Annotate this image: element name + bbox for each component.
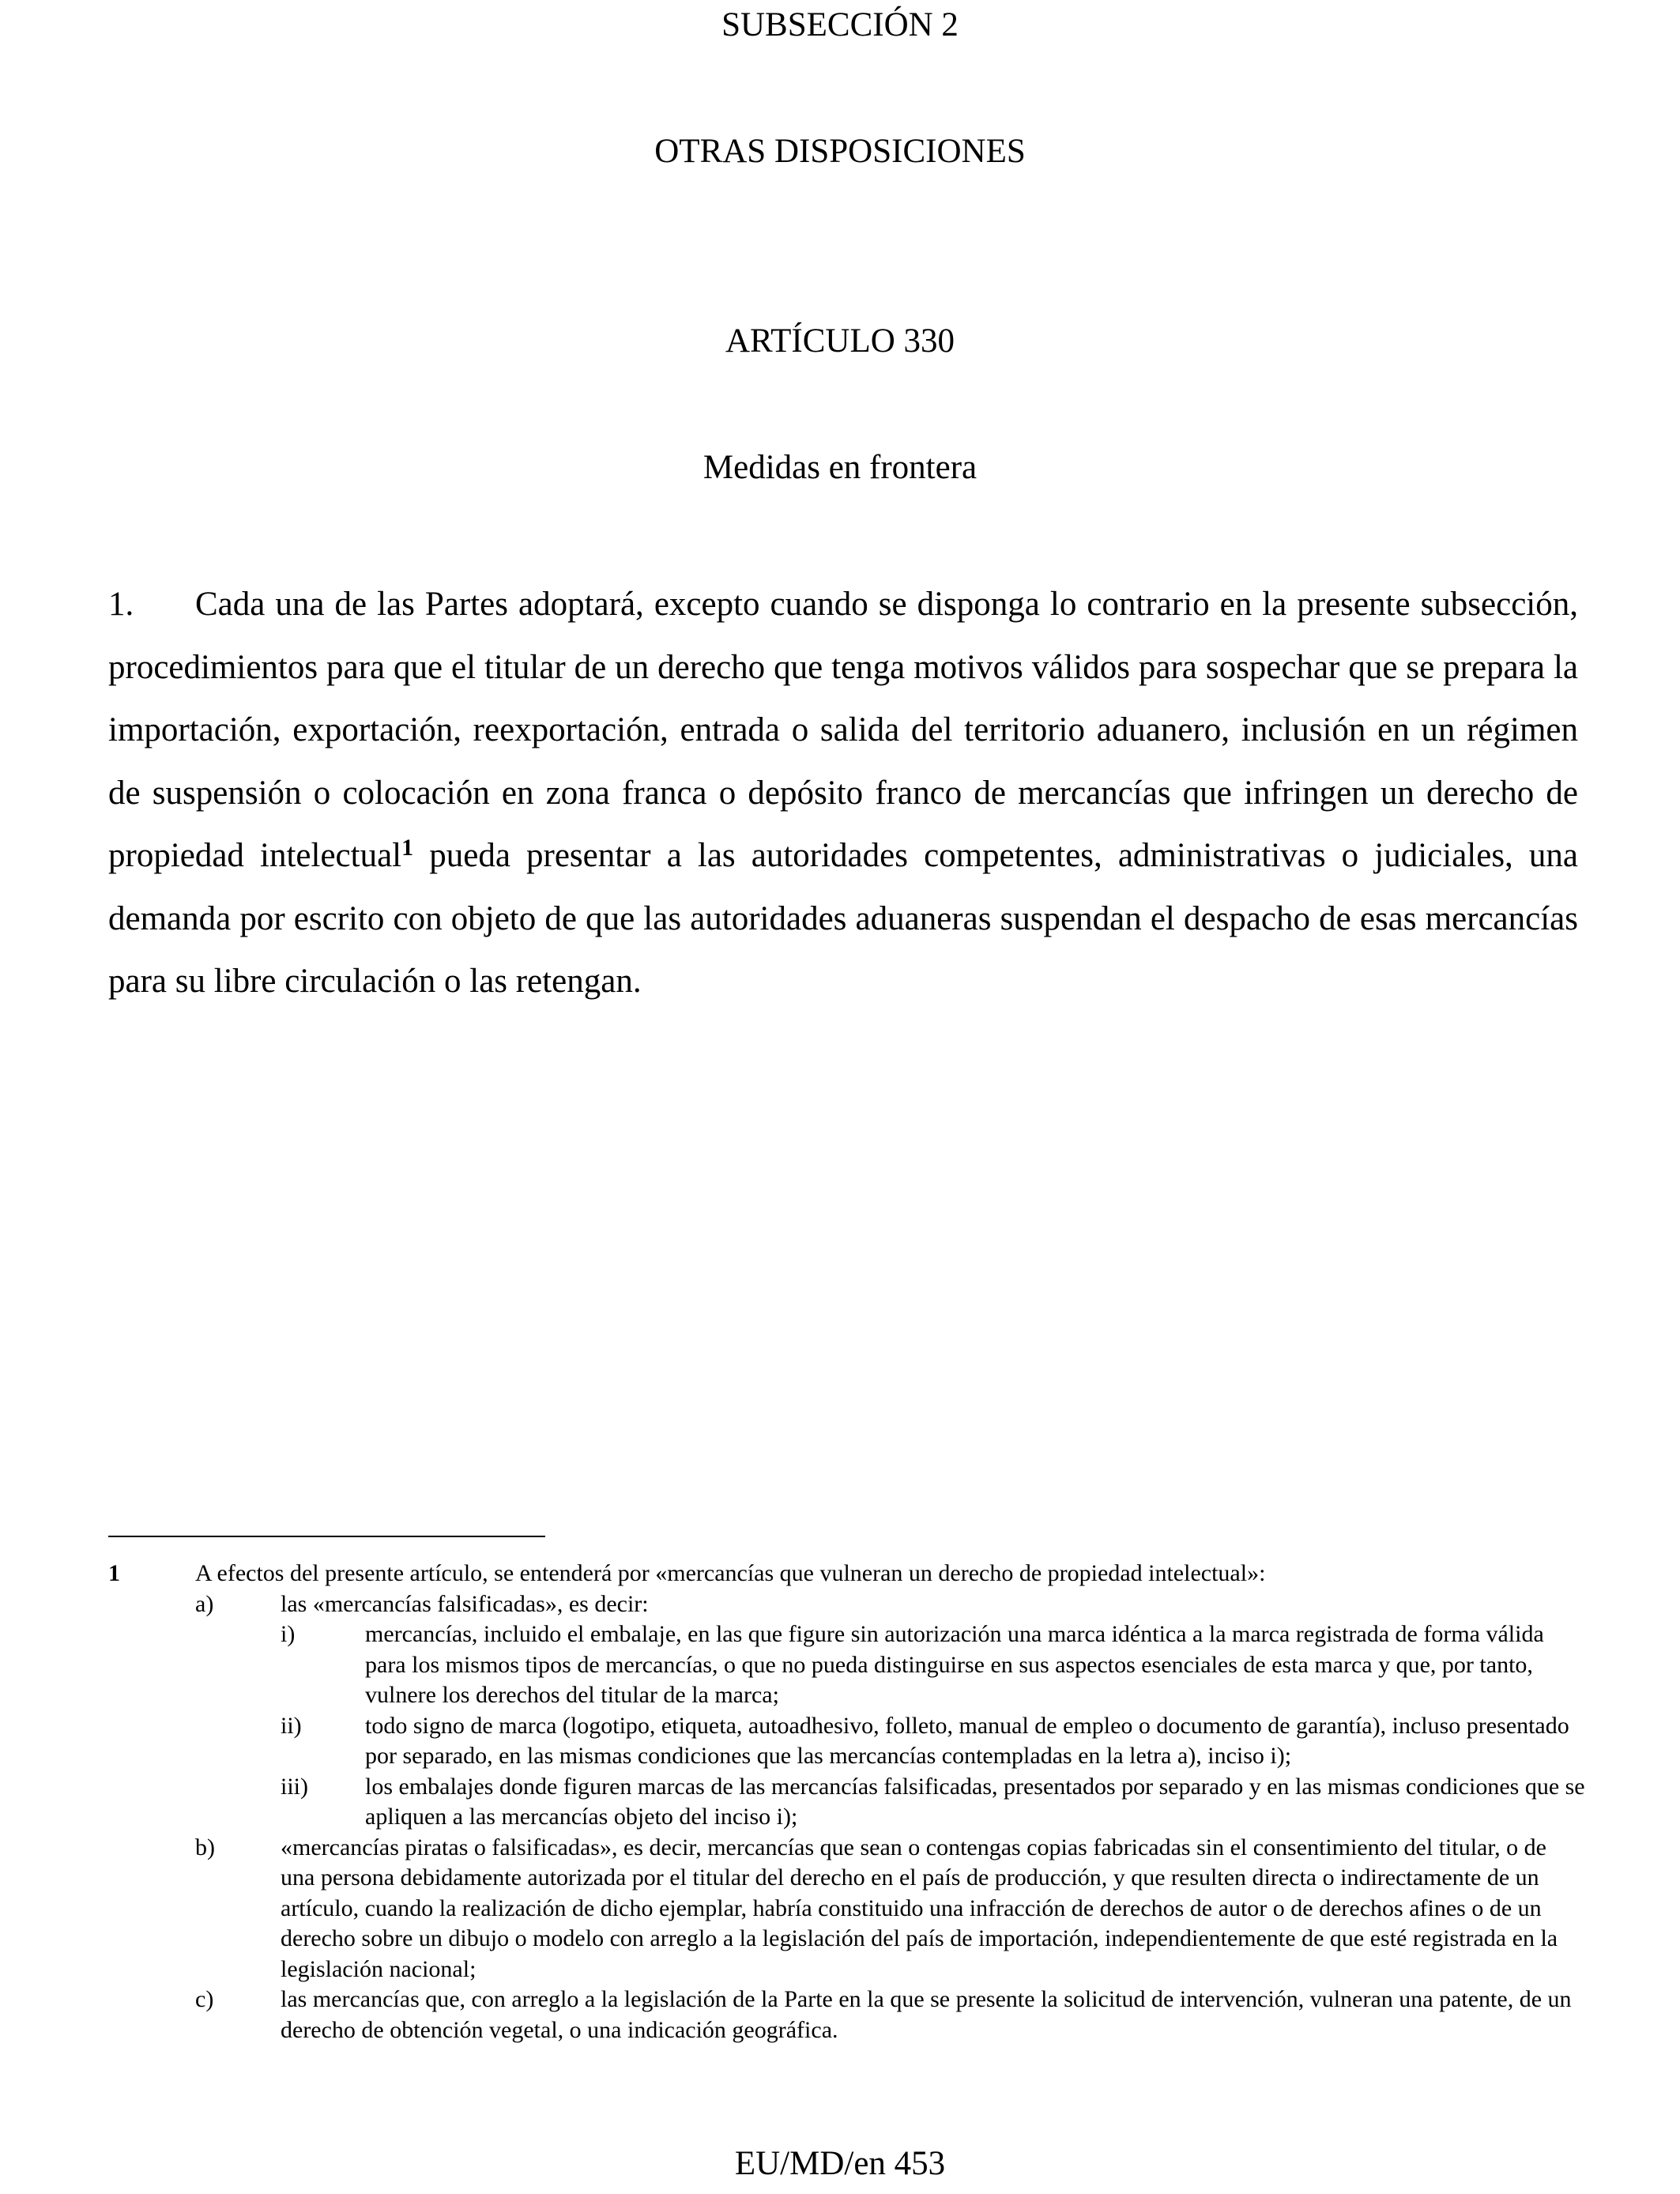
footnote-section [108, 1559, 1586, 2045]
subsection-title: OTRAS DISPOSICIONES [654, 133, 1026, 170]
footnote-separator [108, 1536, 545, 1537]
footnote-body [195, 1559, 1586, 2045]
footnote-intro: A efectos del presente artículo, se entenderá por «mercancías que vulneran un derecho de propiedad intelectual»: [195, 1560, 1266, 1586]
item-text: las mercancías que, con arreglo a la legislación de la Parte en la que se presente la solicitud de intervención, vulneran una patente, de un derecho de obtención vegetal, o una indicación geográfica. [281, 1986, 1572, 2043]
paragraph-text-part-1: Cada una de las Partes adoptará, excepto cuando se disponga lo contrario en la presente subsección, procedimientos para que el titular de un derecho que tenga motivos válidos para sospechar que se prepara la importación, exportación, reexportación, entrada o salida del territorio aduanero, inclusión en un régimen de suspensión o colocación en zona franca o depósito franco de mercancías que infringen un derecho de propiedad intelectual [108, 586, 1578, 874]
paragraph-number: 1. [108, 586, 134, 623]
subitem-text: todo signo de marca (logotipo, etiqueta, autoadhesivo, folleto, manual de empleo o documento de garantía), incluso presentado por separado, en las mismas condiciones que las mercancías contempladas en la letra a), inciso i); [365, 1712, 1569, 1769]
item-label: a) [195, 1590, 214, 1617]
footnote-item-b [195, 1833, 1586, 1985]
footnote-item-c [195, 1985, 1586, 2045]
item-label: b) [195, 1834, 215, 1860]
item-body [281, 1589, 1586, 1833]
subitem-text: los embalajes donde figuren marcas de las mercancías falsificadas, presentados por separado y en las mismas condiciones que se apliquen a las mercancías objeto del inciso i); [365, 1773, 1585, 1830]
page-footer-reference: EU/MD/en 453 [734, 2145, 946, 2182]
subitem-text: mercancías, incluido el embalaje, en las que figure sin autorización una marca idéntica a la marca registrada de forma válida para los mismos tipos de mercancías, o que no pueda distinguirse en sus aspectos esenciales de esta marca y que, por tanto, vulnere los derechos del titular de la marca; [365, 1621, 1544, 1708]
footnote-reference[interactable]: 1 [401, 835, 414, 861]
subitem-label: iii) [281, 1773, 308, 1800]
subitem-label: i) [281, 1621, 296, 1647]
item-label: c) [195, 1986, 214, 2012]
footnote-item-a [195, 1589, 1586, 1833]
subsection-heading: SUBSECCIÓN 2 [721, 6, 959, 43]
footnote-marker: 1 [108, 1560, 120, 1586]
item-text: las «mercancías falsificadas», es decir: [281, 1590, 649, 1617]
footnote-1 [108, 1559, 1586, 2045]
footnote-subitem-ii [281, 1711, 1586, 1772]
article-number: ARTÍCULO 330 [725, 322, 955, 360]
subitem-label: ii) [281, 1712, 302, 1739]
footnote-subitem-i [281, 1619, 1586, 1711]
footnote-subitem-iii [281, 1772, 1586, 1833]
paragraph-text-part-2: pueda presentar a las autoridades competentes, administrativas o judiciales, una demanda por escrito con objeto de que las autoridades aduaneras suspendan el despacho de esas mercancías para su libre circulación o las retengan. [108, 837, 1578, 1000]
article-paragraph-1 [108, 573, 1578, 1013]
item-text: «mercancías piratas o falsificadas», es decir, mercancías que sean o contengas copias fabricadas sin el consentimiento del titular, o de una persona debidamente autorizada por el titular del derecho en el país de producción, y que resulten directa o indirectamente de un artículo, cuando la realización de dicho ejemplar, habría constituido una infracción de derechos de autor o de derechos afines o de un derecho sobre un dibujo o modelo con arreglo a la legislación del país de importación, independientemente de que esté registrada en la legislación nacional; [281, 1834, 1558, 1982]
article-title: Medidas en frontera [703, 449, 977, 486]
